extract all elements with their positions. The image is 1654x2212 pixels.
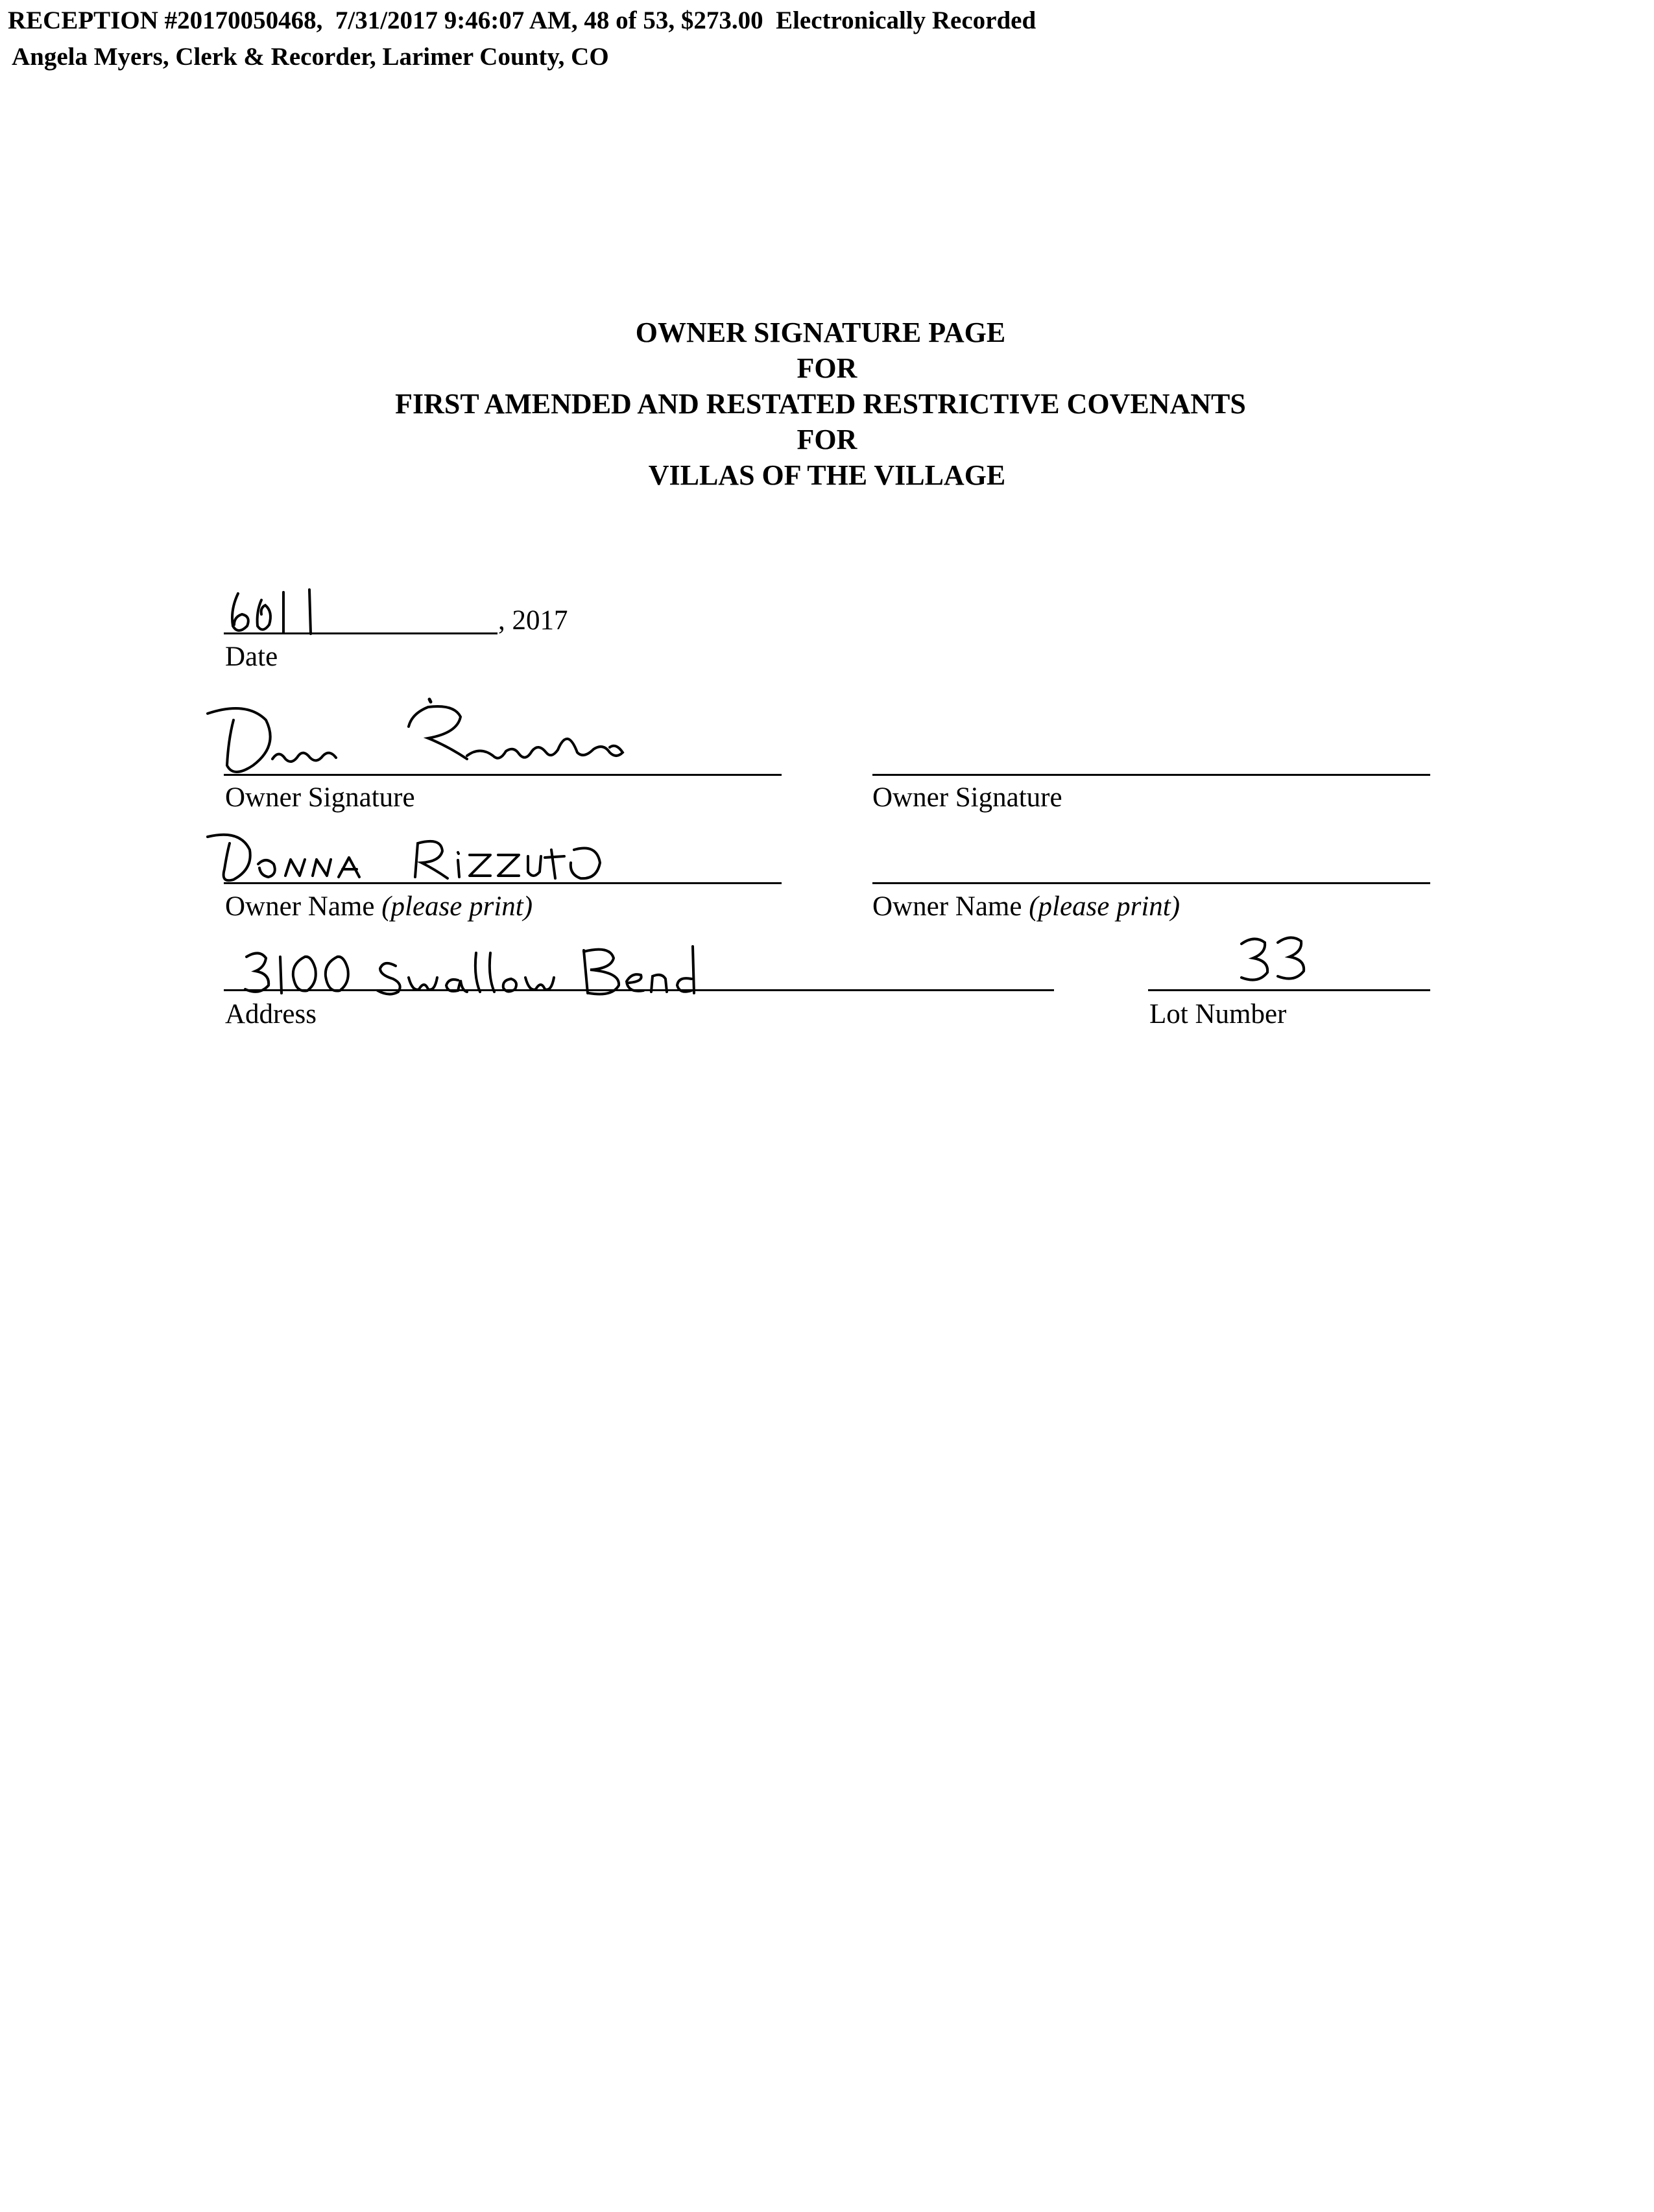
lot-number-handwritten (1232, 931, 1317, 989)
document-title: FIRST AMENDED AND RESTATED RESTRICTIVE COVENANTS (395, 388, 1246, 420)
owner2-name-label-text: Owner Name (872, 891, 1022, 922)
owner1-name-label-italic: (please print) (381, 891, 533, 922)
owner1-name-handwritten (201, 824, 629, 889)
address-line (224, 989, 1054, 991)
owner2-name-label (872, 893, 1180, 920)
owner1-name-label (225, 893, 533, 920)
date-line (224, 632, 497, 634)
date-year: , 2017 (498, 605, 568, 636)
address-label: Address (225, 999, 317, 1029)
owner2-signature-line (872, 774, 1430, 776)
date-label: Date (225, 642, 278, 672)
title-for-1: FOR (797, 352, 857, 384)
page-title: OWNER SIGNATURE PAGE (635, 317, 1006, 348)
date-handwritten (224, 581, 334, 639)
owner2-name-line (872, 882, 1430, 884)
title-for-2: FOR (797, 424, 857, 455)
owner1-name-label-text: Owner Name (225, 891, 375, 922)
owner1-signature-line (224, 774, 782, 776)
recording-reception-line: RECEPTION #20170050468, 7/31/2017 9:46:07 AM, 48 of 53, $273.00 Electronically Recorded (8, 6, 1037, 34)
address-handwritten (234, 937, 752, 1002)
owner1-signature-handwritten (195, 688, 688, 785)
owner1-signature-label: Owner Signature (225, 782, 415, 813)
owner1-name-line (224, 882, 782, 884)
owner2-signature-label: Owner Signature (872, 782, 1062, 813)
recording-clerk-line: Angela Myers, Clerk & Recorder, Larimer County, CO (12, 43, 609, 71)
community-name: VILLAS OF THE VILLAGE (648, 459, 1006, 491)
owner2-name-label-italic: (please print) (1029, 891, 1181, 922)
lot-number-line (1148, 989, 1430, 991)
lot-number-label: Lot Number (1149, 999, 1287, 1029)
